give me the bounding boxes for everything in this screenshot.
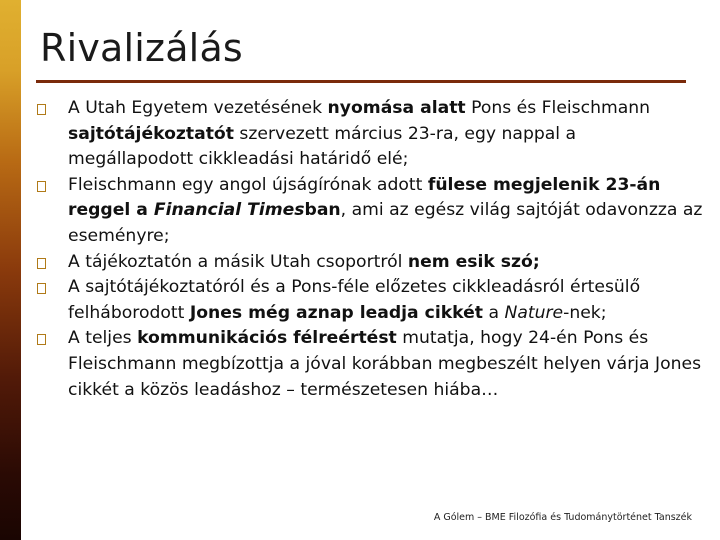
bullet-item — [36, 326, 706, 403]
text-run: Fleischmann egy angol újságírónak adott — [68, 174, 428, 195]
text-run: mutatja, hogy 24-én Pons és Fleischmann megbízottja a jóval korábban megbeszélt helyen várja Jones cikkét a közös leadáshoz – természetesen hiába… — [68, 328, 702, 400]
bullet-text — [68, 277, 640, 323]
square-bullet-icon — [37, 334, 46, 345]
square-bullet-icon — [37, 181, 46, 192]
slide-title: Rivalizálás — [40, 26, 243, 70]
bullet-list — [36, 96, 706, 403]
square-bullet-icon — [37, 283, 46, 294]
text-run: nem esik szó; — [407, 251, 540, 272]
bullet-item — [36, 96, 706, 173]
text-run: Pons és Fleischmann — [465, 98, 651, 118]
square-bullet-icon — [37, 258, 46, 269]
bullet-item — [36, 250, 706, 276]
text-run: ban — [304, 200, 341, 221]
title-underline — [36, 80, 686, 83]
text-run: Jones még aznap leadja cikkét — [189, 302, 483, 323]
text-run: a — [483, 302, 505, 323]
text-run: -nek; — [563, 302, 607, 323]
bullet-item — [36, 173, 706, 250]
decorative-sidebar-bar — [0, 0, 21, 540]
text-run: fülese megjelenik 23-án reggel a — [68, 174, 661, 221]
text-run: nyomása alatt — [327, 98, 466, 118]
text-run: A Utah Egyetem vezetésének — [68, 98, 328, 118]
bullet-item — [36, 275, 706, 326]
bullet-text — [68, 175, 702, 246]
square-bullet-icon — [37, 104, 46, 115]
bullet-text — [68, 252, 540, 272]
bullet-text — [68, 328, 701, 399]
bullet-text — [68, 98, 650, 169]
text-run: A sajtótájékoztatóról és a Pons-féle előzetes cikkleadásról értesülő felháborodott — [68, 277, 641, 323]
footer-credit: A Gólem – BME Filozófia és Tudománytörténet Tanszék — [433, 512, 692, 523]
text-run: sajtótájékoztatót — [68, 123, 234, 144]
text-run: Financial Times — [153, 200, 305, 221]
text-run: A teljes — [68, 328, 138, 349]
text-run: Nature — [504, 302, 564, 323]
text-run: kommunikációs félreértést — [137, 328, 397, 349]
text-run: szervezett március 23-ra, egy nappal a megállapodott cikkleadási határidő elé; — [68, 123, 577, 170]
text-run: A tájékoztatón a másik Utah csoportról — [68, 251, 408, 272]
text-run: , ami az egész világ sajtóját odavonzza az eseményre; — [68, 200, 703, 246]
